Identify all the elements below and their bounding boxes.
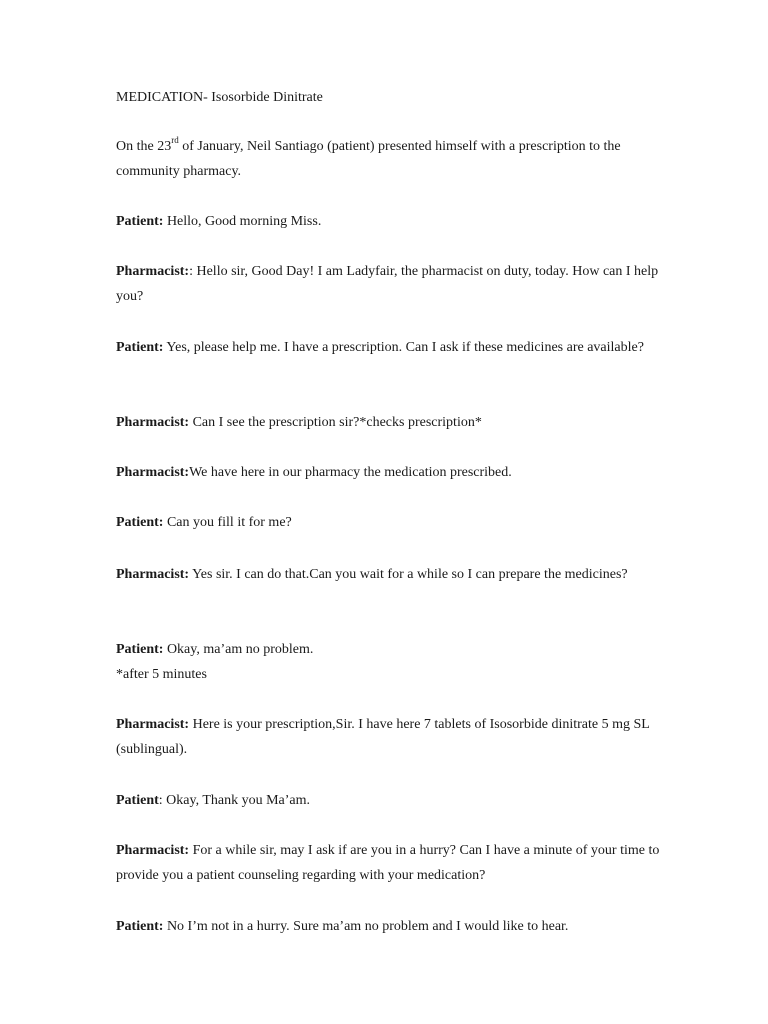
speaker-label: Pharmacist: bbox=[116, 465, 190, 480]
dialogue-text: No I’m not in a hurry. Sure ma’am no problem and I would like to hear. bbox=[163, 919, 569, 934]
dialogue-line bbox=[116, 637, 676, 687]
speaker-label: Pharmacist: bbox=[116, 567, 190, 582]
dialogue-line bbox=[116, 460, 676, 485]
speaker-label: Patient: bbox=[116, 214, 164, 229]
document-title bbox=[116, 85, 676, 110]
dialogue-line bbox=[116, 209, 676, 234]
dialogue-line bbox=[116, 259, 676, 309]
dialogue-text: We have here in our pharmacy the medication prescribed. bbox=[189, 465, 512, 480]
speaker-label: Patient: bbox=[116, 515, 164, 530]
intro-text-rest: of January, Neil Santiago (patient) presented himself with a prescription to the community pharmacy. bbox=[116, 139, 621, 179]
date-superscript: rd bbox=[171, 135, 179, 146]
speaker-label: Pharmacist: bbox=[116, 415, 190, 430]
dialogue-line bbox=[116, 914, 676, 939]
dialogue-text: Yes, please help me. I have a prescription. Can I ask if these medicines are available? bbox=[163, 340, 644, 355]
speaker-label: Patient bbox=[116, 793, 159, 808]
dialogue-line bbox=[116, 712, 676, 762]
dialogue-line bbox=[116, 510, 676, 535]
dialogue-text: Okay, ma’am no problem. bbox=[163, 642, 314, 657]
speaker-label: Pharmacist: bbox=[116, 264, 190, 279]
dialogue-line bbox=[116, 335, 676, 360]
dialogue-text: Can I see the prescription sir?*checks prescription* bbox=[189, 415, 482, 430]
stage-note: *after 5 minutes bbox=[116, 667, 207, 682]
dialogue-text: Hello, Good morning Miss. bbox=[163, 214, 322, 229]
dialogue-line bbox=[116, 562, 676, 587]
speaker-label: Patient: bbox=[116, 642, 164, 657]
dialogue-line bbox=[116, 788, 676, 813]
dialogue-text: Here is your prescription,Sir. I have here 7 tablets of Isosorbide dinitrate 5 mg SL (sublingual). bbox=[116, 717, 650, 757]
dialogue-text: For a while sir, may I ask if are you in a hurry? Can I have a minute of your time to provide you a patient counseling regarding with your medication? bbox=[116, 843, 660, 883]
dialogue-text: : Hello sir, Good Day! I am Ladyfair, the pharmacist on duty, today. How can I help you? bbox=[116, 264, 659, 304]
dialogue-text: : Okay, Thank you Ma’am. bbox=[158, 793, 311, 808]
speaker-label: Patient: bbox=[116, 919, 164, 934]
dialogue-text: Can you fill it for me? bbox=[163, 515, 292, 530]
intro-paragraph bbox=[116, 134, 676, 184]
speaker-label: Pharmacist: bbox=[116, 843, 190, 858]
dialogue-line bbox=[116, 838, 676, 888]
intro-text-start: On the 23 bbox=[116, 139, 172, 154]
speaker-label: Pharmacist: bbox=[116, 717, 190, 732]
title-text: MEDICATION- Isosorbide Dinitrate bbox=[116, 90, 323, 105]
speaker-label: Patient: bbox=[116, 340, 164, 355]
dialogue-line bbox=[116, 410, 676, 435]
dialogue-text: Yes sir. I can do that.Can you wait for a while so I can prepare the medicines? bbox=[189, 567, 628, 582]
